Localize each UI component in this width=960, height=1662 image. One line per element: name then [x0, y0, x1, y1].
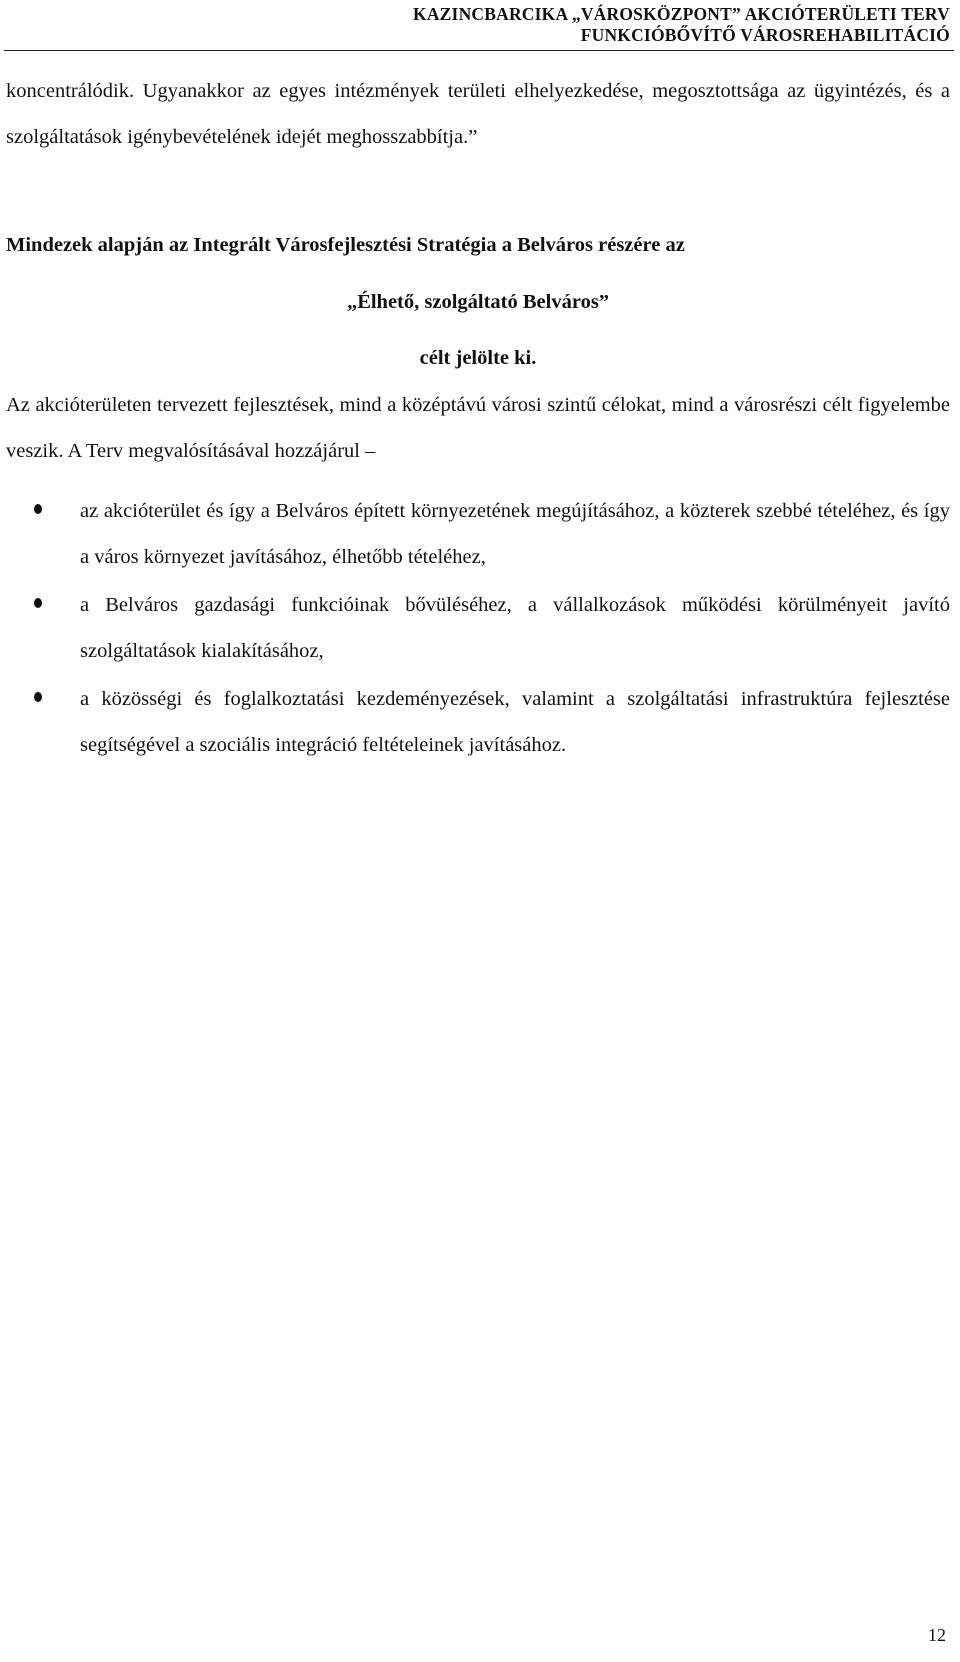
list-item [6, 676, 950, 768]
running-header [413, 4, 950, 46]
list-item [6, 582, 950, 674]
list-item-text: a Belváros gazdasági funkcióinak bővüléséhez, a vállalkozások működési körülményeit javító szolgáltatások kialakításához, [80, 594, 950, 662]
header-title-line1: KAZINCBARCIKA „VÁROSKÖZPONT” AKCIÓTERÜLETI TERV [413, 4, 950, 24]
heading-line-1: Mindezek alapján az Integrált Városfejlesztési Stratégia a Belváros részére az [6, 234, 685, 256]
list-item-text: az akcióterület és így a Belváros épített környezetének megújításához, a közterek szebbé tételéhez, és így a város környezet javításához, élhetőbb tételéhez, [80, 500, 950, 568]
bullet-icon [34, 504, 42, 514]
list-item [6, 488, 950, 580]
heading-line-3: célt jelölte ki. [419, 347, 537, 369]
header-title-line2: FUNKCIÓBŐVÍTŐ VÁROSREHABILITÁCIÓ [580, 25, 950, 45]
list-item-text: a közösségi és foglalkoztatási kezdeményezések, valamint a szolgáltatási infrastruktúra fejlesztése segítségével a szociális integráció feltételeinek javításához. [80, 688, 950, 756]
page-number: 12 [928, 1625, 946, 1645]
paragraph-intro: koncentrálódik. Ugyanakkor az egyes intézmények területi elhelyezkedése, megosztottsága az ügyintézés, és a szolgáltatások igénybevételének idejét meghosszabbítja.” [6, 80, 950, 148]
bullet-icon [34, 598, 42, 608]
heading-goal-title: „Élhető, szolgáltató Belváros” [346, 291, 610, 313]
bullet-icon [34, 692, 42, 702]
header-divider [4, 50, 954, 51]
bullet-list [6, 488, 950, 770]
paragraph-plan-contribution: Az akcióterületen tervezett fejlesztések, mind a középtávú városi szintű célokat, mind a városrészi célt figyelembe veszik. A Terv megvalósításával hozzájárul – [6, 394, 950, 462]
